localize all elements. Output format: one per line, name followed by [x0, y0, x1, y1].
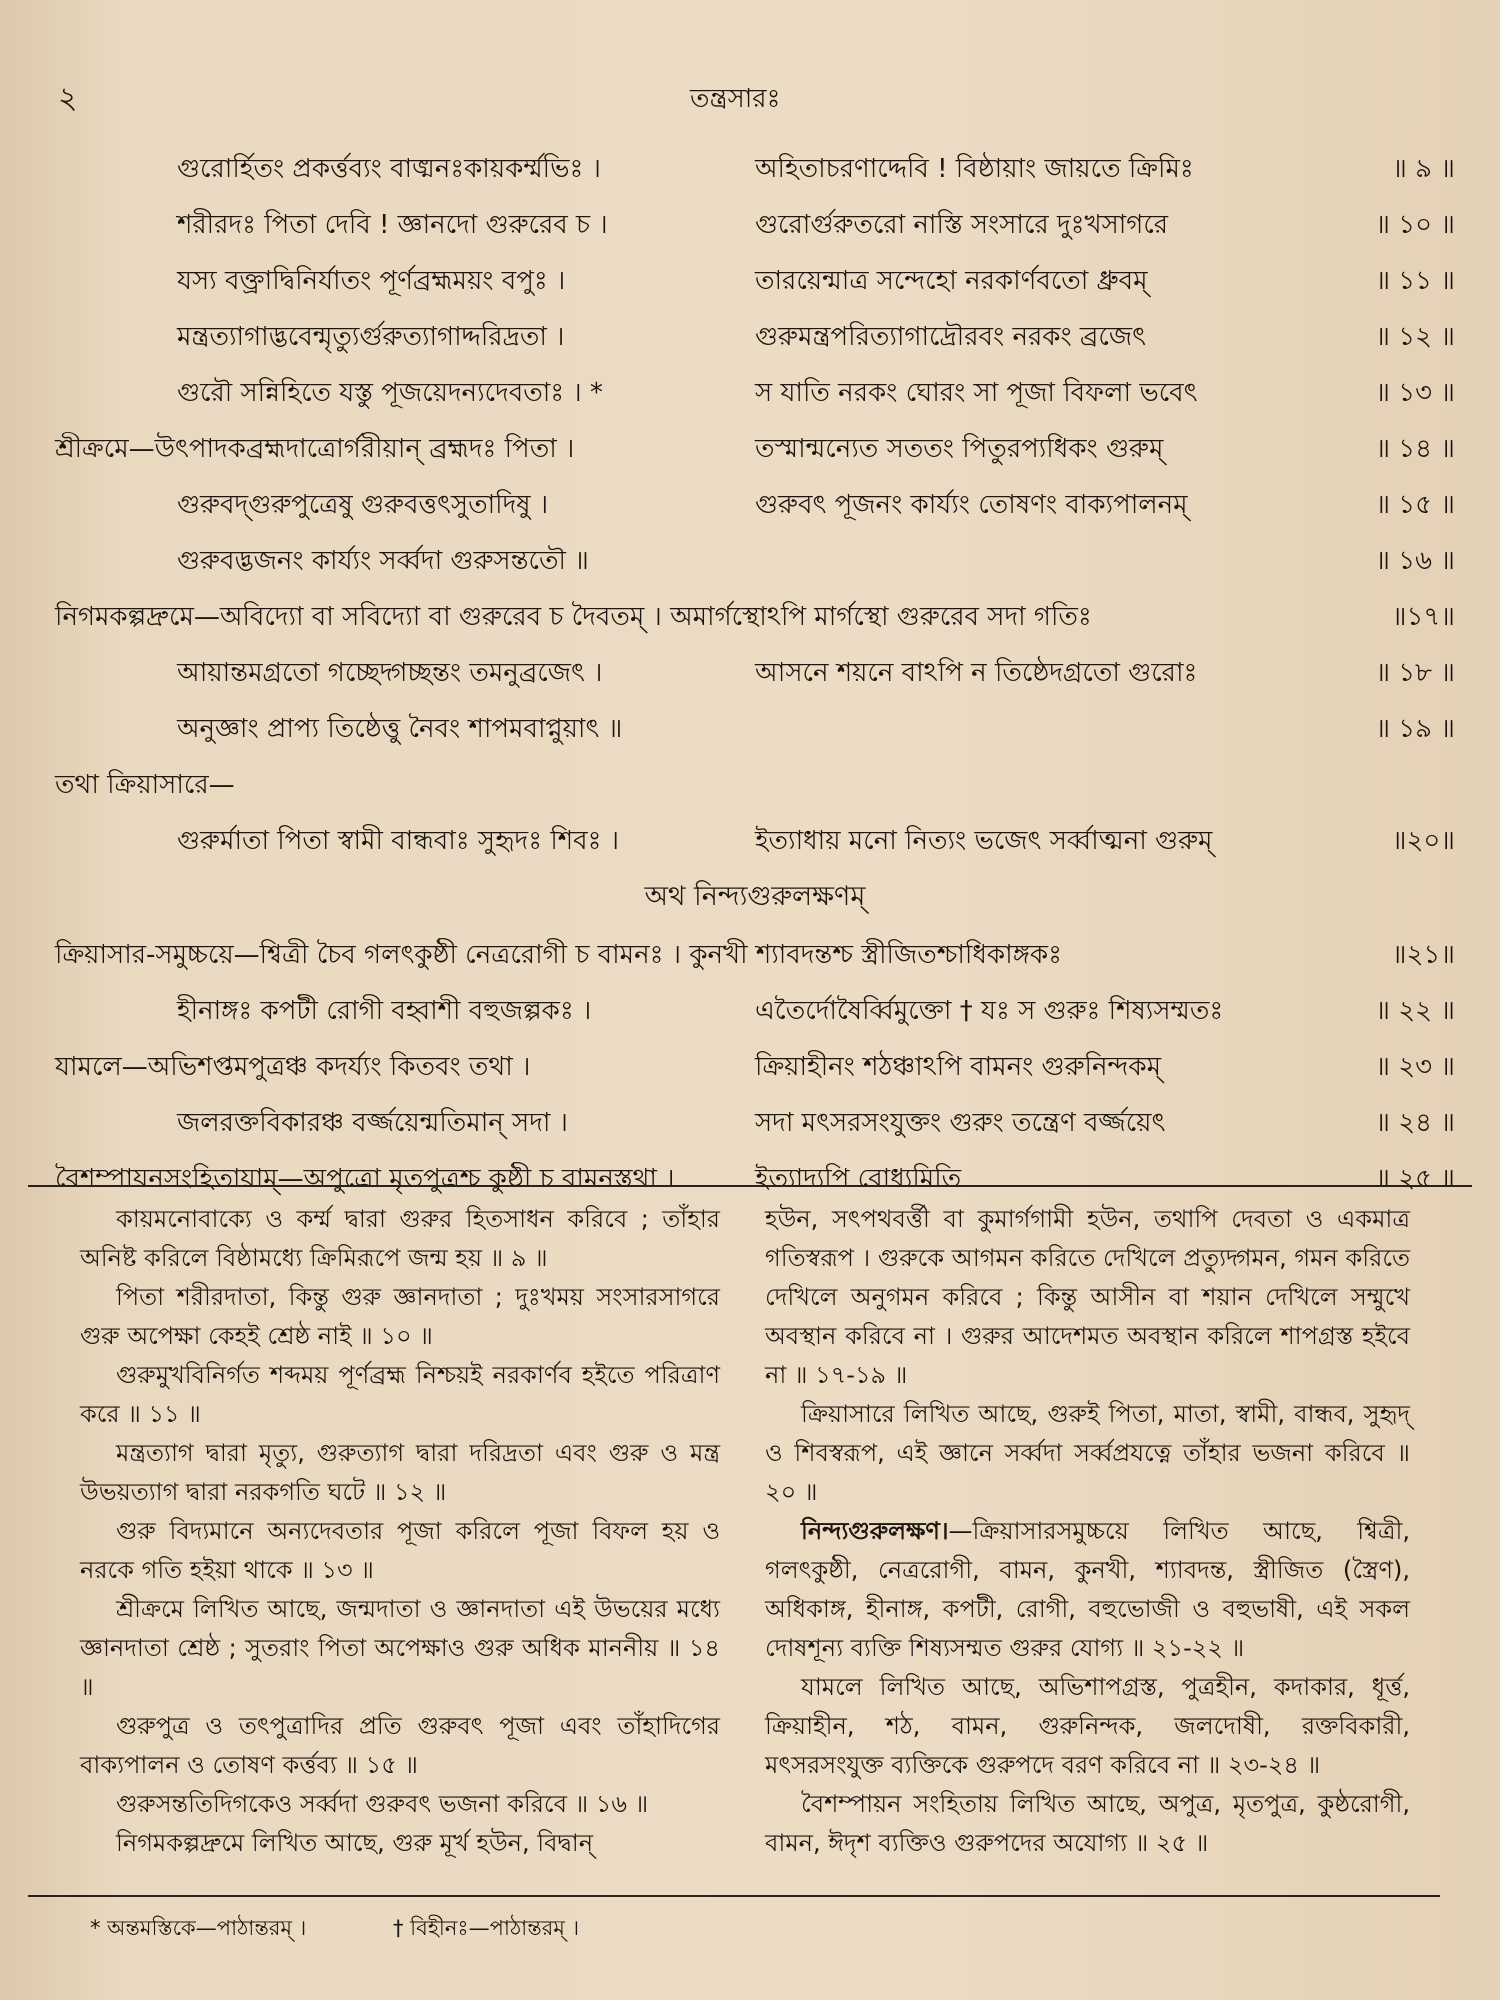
verse-number: ॥ ১১ ॥ — [1375, 266, 1455, 296]
commentary-paragraph: শ্রীক্রমে লিখিত আছে, জন্মদাতা ও জ্ঞানদাতা এই উভয়ের মধ্যে জ্ঞানদাতা শ্রেষ্ঠ ; সুতরাং পিতা অপেক্ষাও গুরু অধিক মাননীয় ॥ ১৪ ॥ — [80, 1595, 720, 1701]
commentary-paragraph: গুরু বিদ্যমানে অন্যদেবতার পূজা করিলে পূজা বিফল হয় ও নরকে গতি হইয়া থাকে ॥ ১৩ ॥ — [80, 1517, 720, 1584]
verse-first-half: অনুজ্ঞাং প্রাপ্য তিষ্ঠেত্তু নৈবং শাপমবাপ্নুয়াৎ ॥ — [177, 714, 623, 744]
commentary-text: —ক্রিয়াসারসমুচ্চয়ে লিখিত আছে, শ্বিত্রী, গলৎকুষ্ঠী, নেত্ররোগী, বামন, কুনখী, শ্যাবদন্ত, স্ত্রীজিত (স্ত্রৈণ), অধিকাঙ্গ, হীনাঙ্গ, কপটী, রোগী, বহুভোজী ও বহুভাষী, এই সকল দোষশূন্য ব্যক্তি শিষ্যসম্মত গুরুর যোগ্য ॥ ২১-২২ ॥ — [765, 1517, 1410, 1662]
verse-first-half: যস্য বক্ত্রাদ্বিনির্যাতং পূর্ণব্রহ্মময়ং বপুঃ । — [177, 266, 566, 296]
footnotes — [90, 1912, 659, 1947]
verse-first-half: আয়ান্তমগ্রতো গচ্ছেদ্গচ্ছন্তং তমনুব্রজেৎ । — [177, 658, 603, 688]
commentary-paragraph: মন্ত্রত্যাগ দ্বারা মৃত্যু, গুরুত্যাগ দ্বারা দরিদ্রতা এবং গুরু ও মন্ত্র উভয়ত্যাগ দ্বারা নরকগতি ঘটে ॥ ১২ ॥ — [80, 1439, 720, 1506]
verse-line — [55, 926, 1455, 982]
verse-first-half: মন্ত্রত্যাগাদ্ভবেন্মৃত্যুর্গুরুত্যাগাদ্দরিদ্রতা । — [177, 322, 565, 352]
verse-line — [55, 700, 1455, 756]
verse-number: ॥ ২৩ ॥ — [1375, 1052, 1455, 1082]
footnote: † বিহীনঃ—পাঠান্তরম্ । — [392, 1916, 580, 1940]
commentary-paragraph: নিগমকল্পদ্রুমে লিখিত আছে, গুরু মূর্খ হউন, বিদ্বান্ — [116, 1829, 594, 1857]
commentary-paragraph: কায়মনোবাক্যে ও কর্ম্ম দ্বারা গুরুর হিতসাধন করিবে ; তাঁহার অনিষ্ট করিলে বিষ্ঠামধ্যে ক্রিমিরূপে জন্ম হয় ॥ ৯ ॥ — [80, 1205, 720, 1272]
verse-line-text: ক্রিয়াসার-সমুচ্চয়ে—শ্বিত্রী চৈব গলৎকুষ্ঠী নেত্ররোগী চ বামনঃ । কুনখী শ্যাবদন্তশ্চ স্ত্রীজিতশ্চাধিকাঙ্গকঃ — [55, 940, 1062, 970]
verse-line — [55, 476, 1455, 532]
verse-first-half: গুরৌ সন্নিহিতে যস্তু পূজয়েদন্যদেবতাঃ । * — [177, 378, 603, 408]
verse-second-half: গুরুবৎ পূজনং কার্য্যং তোষণং বাক্যপালনম্ — [755, 490, 1188, 520]
verse-line — [55, 196, 1455, 252]
verse-number: ॥২০॥ — [1391, 826, 1455, 856]
section-heading: অথ নিন্দ্যগুরুলক্ষণম্ — [644, 881, 866, 912]
verse-line — [55, 756, 1455, 812]
running-head: তন্ত্রসারঃ — [690, 84, 781, 114]
verse-line — [55, 588, 1455, 644]
verse-second-half: ক্রিয়াহীনং শঠঞ্চাঽপি বামনং গুরুনিন্দকম্ — [755, 1052, 1162, 1082]
commentary-paragraph — [765, 1512, 1410, 1668]
footnote-rule — [28, 1895, 1440, 1897]
commentary-right-column — [765, 1200, 1410, 1863]
bold-heading: নিন্দ্যগুরুলক্ষণ। — [801, 1517, 949, 1545]
verse-second-half: তারয়েন্মাত্র সন্দেহো নরকার্ণবতো ধ্রুবম্ — [755, 266, 1148, 296]
verse-second-half: তস্মান্মন্যেত সততং পিতুরপ্যধিকং গুরুম্ — [755, 434, 1164, 464]
verse-number: ॥ ২২ ॥ — [1375, 996, 1455, 1026]
verse-number: ॥ ২৪ ॥ — [1375, 1108, 1455, 1138]
verse-line — [55, 1150, 1455, 1206]
commentary-paragraph: পিতা শরীরদাতা, কিন্তু গুরু জ্ঞানদাতা ; দুঃখময় সংসারসাগরে গুরু অপেক্ষা কেহই শ্রেষ্ঠ নাই ॥ ১০ ॥ — [80, 1283, 720, 1350]
verse-line — [55, 532, 1455, 588]
verse-first-half: গুরুবদ্গুরুপুত্রেষু গুরুবত্তৎসুতাদিষু । — [177, 490, 549, 520]
verse-first-half: জলরক্তবিকারঞ্চ বর্জ্জয়েন্মতিমান্ সদা । — [177, 1108, 568, 1138]
verse-second-half: গুরোর্গুরুতরো নাস্তি সংসারে দুঃখসাগরে — [755, 210, 1169, 240]
divider-rule — [28, 1185, 1472, 1187]
verse-line — [55, 812, 1455, 868]
verse-number: ॥১৭॥ — [1391, 602, 1455, 632]
verse-second-half: এতৈর্দোষৈর্ব্বিমুক্তো † যঃ স গুরুঃ শিষ্যসম্মতঃ — [755, 996, 1224, 1026]
verse-line-text: নিগমকল্পদ্রুমে—অবিদ্যো বা সবিদ্যো বা গুরুরেব চ দৈবতম্ । অমার্গস্থোঽপি মার্গস্থো গুরুরেব সদা গতিঃ — [55, 602, 1092, 632]
verse-second-half: গুরুমন্ত্রপরিত্যাগাদ্রৌরবং নরকং ব্রজেৎ — [755, 322, 1147, 352]
verse-number: ॥ ১৩ ॥ — [1375, 378, 1455, 408]
verse-line — [55, 1038, 1455, 1094]
verse-line-text: শ্রীক্রমে—উৎপাদকব্রহ্মদাত্রোর্গরীয়ান্ ব্রহ্মদঃ পিতা । — [55, 434, 575, 464]
verse-first-half: গুরুবদ্ভজনং কার্য্যং সর্ব্বদা গুরুসন্ততৌ ॥ — [177, 546, 589, 576]
verse-first-half: গুরোর্হিতং প্রকর্ত্তব্যং বাঙ্মনঃকায়কর্ম্মভিঃ । — [177, 154, 601, 184]
verse-number: ॥ ১৫ ॥ — [1375, 490, 1455, 520]
commentary-paragraph: হউন, সৎপথবর্ত্তী বা কুমার্গগামী হউন, তথাপি দেবতা ও একমাত্র গতিস্বরূপ । গুরুকে আগমন করিতে দেখিলে প্রত্যুদ্গমন, গমন করিতে দেখিলে অনুগমন করিবে ; কিন্তু আসীন বা শয়ান দেখিলে সম্মুখে অবস্থান করিবে না । গুরুর আদেশমত অবস্থান করিলে শাপগ্রস্ত হইবে না ॥ ১৭-১৯ ॥ — [765, 1205, 1410, 1389]
verse-second-half: ইত্যাধায় মনো নিত্যং ভজেৎ সর্ব্বাত্মনা গুরুম্ — [755, 826, 1213, 856]
verse-block — [55, 140, 1455, 1206]
verse-line — [55, 644, 1455, 700]
verse-line — [55, 140, 1455, 196]
verse-number: ॥ ১৯ ॥ — [1375, 714, 1455, 744]
verse-number: ॥ ১০ ॥ — [1375, 210, 1455, 240]
verse-line — [55, 252, 1455, 308]
commentary-paragraph: ক্রিয়াসারে লিখিত আছে, গুরুই পিতা, মাতা, স্বামী, বান্ধব, সুহৃদ্ ও শিবস্বরূপ, এই জ্ঞানে সর্ব্বদা সর্ব্বপ্রযত্নে তাঁহার ভজনা করিবে ॥ ২০ ॥ — [765, 1400, 1410, 1506]
verse-second-half: ইত্যাদ্যপি বোধ্যমিতি — [755, 1164, 962, 1194]
verse-first-half: গুরুর্মাতা পিতা স্বামী বান্ধবাঃ সুহৃদঃ শিবঃ । — [177, 826, 620, 856]
verse-line — [55, 1094, 1455, 1150]
verse-first-half: শরীরদঃ পিতা দেবি ! জ্ঞানদো গুরুরেব চ । — [177, 210, 608, 240]
verse-second-half: সদা মৎসরসংযুক্তং গুরুং তন্ত্রেণ বর্জ্জয়েৎ — [755, 1108, 1166, 1138]
verse-number: ॥ ৯ ॥ — [1392, 154, 1455, 184]
verse-number: ॥ ১২ ॥ — [1375, 322, 1455, 352]
footnote: * অন্তমস্তিকে—পাঠান্তরম্ । — [90, 1916, 307, 1940]
verse-second-half: অহিতাচরণাদ্দেবি ! বিষ্ঠায়াং জায়তে ক্রিমিঃ — [755, 154, 1194, 184]
verse-number: ॥ ২৫ ॥ — [1375, 1164, 1455, 1194]
commentary-left-column — [80, 1200, 720, 1863]
verse-line — [55, 982, 1455, 1038]
verse-line — [55, 364, 1455, 420]
verse-line-text: তথা ক্রিয়াসারে— — [55, 770, 235, 800]
verse-number: ॥ ১৬ ॥ — [1375, 546, 1455, 576]
verse-number: ॥ ১৪ ॥ — [1375, 434, 1455, 464]
verse-line-text: যামলে—অভিশপ্তমপুত্রঞ্চ কদর্য্যং কিতবং তথা । — [55, 1052, 531, 1082]
verse-number: ॥২১॥ — [1391, 940, 1455, 970]
verse-second-half: আসনে শয়নে বাঽপি ন তিষ্ঠেদগ্রতো গুরোঃ — [755, 658, 1198, 688]
verse-line — [55, 308, 1455, 364]
commentary-paragraph: গুরুসন্ততিদিগকেও সর্ব্বদা গুরুবৎ ভজনা করিবে ॥ ১৬ ॥ — [116, 1790, 649, 1818]
verse-first-half: হীনাঙ্গঃ কপটী রোগী বহ্বাশী বহুজল্পকঃ । — [177, 996, 592, 1026]
commentary-paragraph: যামলে লিখিত আছে, অভিশাপগ্রস্ত, পুত্রহীন, কদাকার, ধূর্ত্ত, ক্রিয়াহীন, শঠ, বামন, গুরুনিন্দক, জলদোষী, রক্তবিকারী, মৎসরসংযুক্ত ব্যক্তিকে গুরুপদে বরণ করিবে না ॥ ২৩-২৪ ॥ — [765, 1673, 1410, 1779]
verse-second-half: স যাতি নরকং ঘোরং সা পূজা বিফলা ভবেৎ — [755, 378, 1198, 408]
verse-line-text: বৈশম্পায়নসংহিতায়াম্—অপুত্রো মৃতপুত্রশ্চ কুষ্ঠী চ বামনস্তথা । — [55, 1164, 675, 1194]
commentary-paragraph: বৈশম্পায়ন সংহিতায় লিখিত আছে, অপুত্র, মৃতপুত্র, কুষ্ঠরোগী, বামন, ঈদৃশ ব্যক্তিও গুরুপদের অযোগ্য ॥ ২৫ ॥ — [765, 1790, 1410, 1857]
verse-line — [55, 420, 1455, 476]
verse-number: ॥ ১৮ ॥ — [1375, 658, 1455, 688]
page-number: ২ — [58, 81, 78, 116]
commentary-paragraph: গুরুপুত্র ও তৎপুত্রাদির প্রতি গুরুবৎ পূজা এবং তাঁহাদিগের বাক্যপালন ও তোষণ কর্ত্তব্য ॥ ১৫ ॥ — [80, 1712, 720, 1779]
commentary-paragraph: গুরুমুখবিনির্গত শব্দময় পূর্ণব্রহ্ম নিশ্চয়ই নরকার্ণব হইতে পরিত্রাণ করে ॥ ১১ ॥ — [80, 1361, 720, 1428]
